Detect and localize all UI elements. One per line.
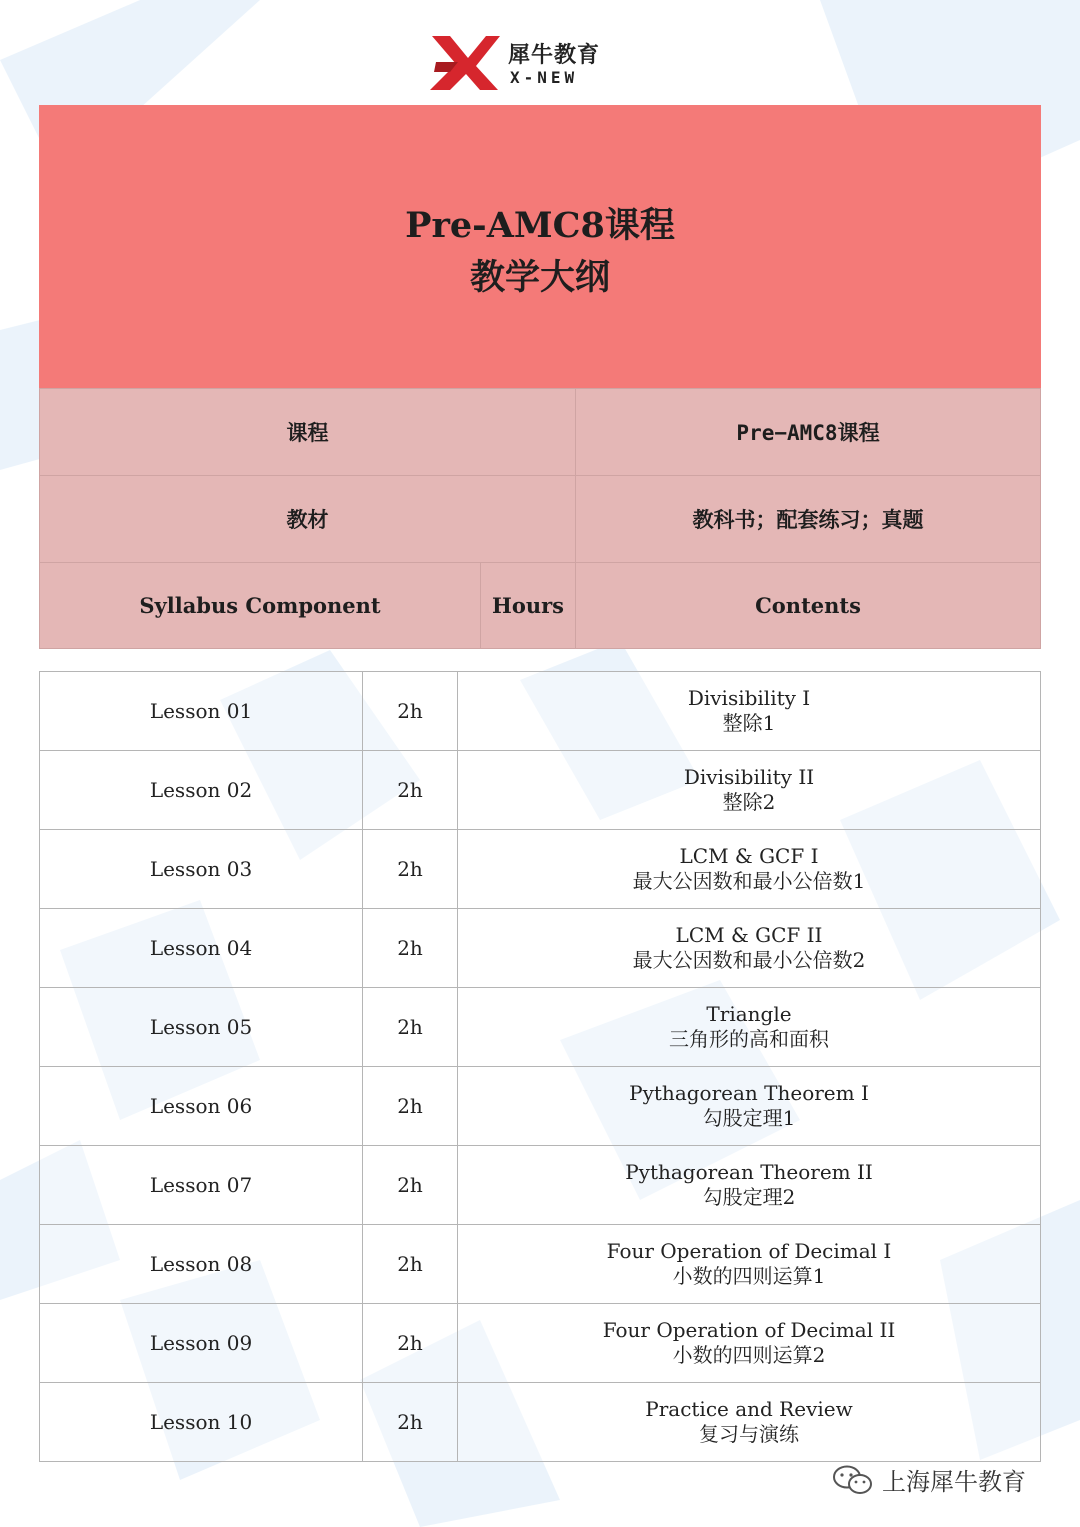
material-row (40, 476, 1041, 563)
brand-sub: X-NEW (510, 68, 579, 87)
col-header-syllabus: Syllabus Component (40, 563, 481, 649)
lesson-content-cn: 整除2 (722, 790, 776, 814)
lesson-hours: 2h (363, 1225, 458, 1304)
x-new-logo-icon (428, 32, 504, 92)
lesson-row (40, 672, 1041, 751)
col-header-hours: Hours (481, 563, 576, 649)
course-value: Pre−AMC8课程 (576, 389, 1041, 476)
footer-text: 上海犀牛教育 (882, 1468, 1026, 1496)
lesson-content-cn: 小数的四则运算1 (672, 1264, 826, 1288)
material-label: 教材 (40, 476, 576, 563)
col-header-contents: Contents (576, 563, 1041, 649)
title-banner (39, 105, 1041, 388)
lesson-row (40, 830, 1041, 909)
lesson-content-en: Four Operation of Decimal II (602, 1318, 896, 1342)
lesson-content-cn: 三角形的高和面积 (669, 1027, 829, 1051)
wechat-icon (832, 1464, 874, 1496)
column-header-row (40, 563, 1041, 649)
lesson-contents (458, 672, 1041, 751)
lesson-content-cn: 勾股定理1 (702, 1106, 796, 1130)
lesson-hours: 2h (363, 830, 458, 909)
lesson-table (39, 671, 1041, 1462)
lesson-content-en: Divisibility II (683, 765, 815, 789)
brand-name: 犀牛教育 (508, 43, 601, 68)
lesson-content-en: Triangle (706, 1002, 792, 1026)
lesson-content-en: LCM & GCF II (675, 923, 823, 947)
course-label: 课程 (40, 389, 576, 476)
lesson-content-cn: 复习与演练 (699, 1422, 799, 1446)
lesson-content-en: Practice and Review (645, 1397, 853, 1421)
lesson-content-en: LCM & GCF I (679, 844, 819, 868)
lesson-hours: 2h (363, 909, 458, 988)
lesson-hours: 2h (363, 751, 458, 830)
lesson-content-en: Pythagorean Theorem II (625, 1160, 873, 1184)
brand-logo (428, 32, 608, 92)
lesson-contents (458, 830, 1041, 909)
material-value: 教科书；配套练习；真题 (576, 476, 1041, 563)
lesson-content-en: Four Operation of Decimal I (606, 1239, 892, 1263)
lesson-name: Lesson 03 (40, 830, 363, 909)
lesson-name: Lesson 07 (40, 1146, 363, 1225)
lesson-hours: 2h (363, 1146, 458, 1225)
lesson-name: Lesson 08 (40, 1225, 363, 1304)
lesson-row (40, 1225, 1041, 1304)
lesson-content-cn: 小数的四则运算2 (672, 1343, 826, 1367)
lesson-name: Lesson 02 (40, 751, 363, 830)
lesson-hours: 2h (363, 988, 458, 1067)
lesson-content-cn: 勾股定理2 (702, 1185, 796, 1209)
lesson-name: Lesson 04 (40, 909, 363, 988)
lesson-contents (458, 1304, 1041, 1383)
lesson-row (40, 909, 1041, 988)
page-title-line2: 教学大纲 (469, 257, 610, 298)
lesson-row (40, 988, 1041, 1067)
lesson-row (40, 751, 1041, 830)
lesson-row (40, 1067, 1041, 1146)
lesson-content-en: Pythagorean Theorem I (629, 1081, 869, 1105)
lesson-content-cn: 最大公因数和最小公倍数1 (632, 869, 866, 893)
lesson-content-cn: 最大公因数和最小公倍数2 (632, 948, 866, 972)
lesson-name: Lesson 01 (40, 672, 363, 751)
lesson-hours: 2h (363, 1067, 458, 1146)
lesson-name: Lesson 05 (40, 988, 363, 1067)
lesson-contents (458, 909, 1041, 988)
page-title (39, 105, 1041, 304)
lesson-hours: 2h (363, 1304, 458, 1383)
course-row (40, 389, 1041, 476)
lesson-name: Lesson 06 (40, 1067, 363, 1146)
lesson-row (40, 1383, 1041, 1462)
lesson-contents (458, 1067, 1041, 1146)
page-title-line1: Pre-AMC8课程 (405, 205, 675, 246)
lesson-hours: 2h (363, 1383, 458, 1462)
lesson-name: Lesson 10 (40, 1383, 363, 1462)
lesson-row (40, 1304, 1041, 1383)
header-table (39, 388, 1041, 649)
lesson-contents (458, 1146, 1041, 1225)
lesson-contents (458, 988, 1041, 1067)
lesson-row (40, 1146, 1041, 1225)
lesson-contents (458, 1225, 1041, 1304)
lesson-hours: 2h (363, 672, 458, 751)
lesson-content-cn: 整除1 (722, 711, 776, 735)
lesson-name: Lesson 09 (40, 1304, 363, 1383)
lesson-content-en: Divisibility I (687, 686, 811, 710)
lesson-contents (458, 751, 1041, 830)
lesson-contents (458, 1383, 1041, 1462)
footer-account (832, 1462, 1026, 1497)
